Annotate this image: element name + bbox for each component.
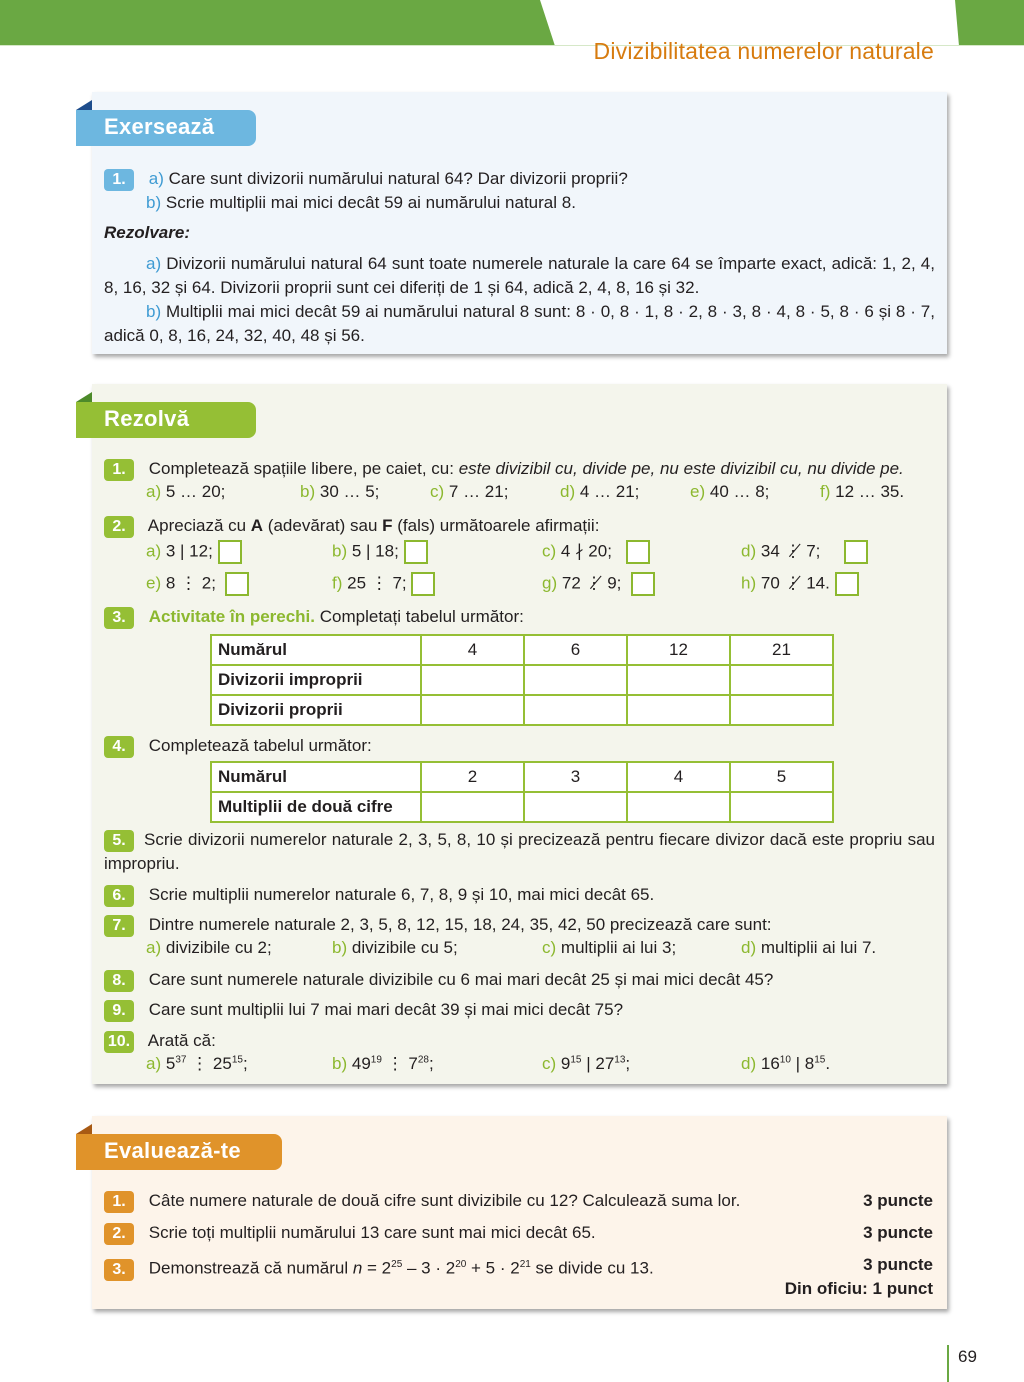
ex2-item-g	[542, 572, 655, 596]
exercise-number: 6.	[104, 885, 134, 907]
item-text: Care sunt multiplii lui 7 mai mari decât 39 și mai mici decât 75?	[148, 1000, 624, 1019]
table-row	[211, 665, 833, 695]
exercise-number: 10.	[104, 1031, 134, 1053]
item-label: a)	[146, 938, 162, 957]
item-label: h)	[741, 573, 757, 593]
points-label: 3 puncte	[863, 1191, 933, 1210]
header-band-left	[0, 0, 555, 46]
item-label: g)	[542, 573, 558, 593]
exercise-number: 4.	[104, 736, 134, 758]
empty-cell[interactable]	[421, 665, 524, 695]
item-text: 70 ⋮̸ 14.	[760, 573, 830, 593]
divisors-table	[210, 634, 834, 726]
item-label: c)	[542, 1054, 557, 1073]
item-text: = 2	[362, 1258, 392, 1278]
exercise-number: 2.	[104, 516, 134, 538]
table-row	[211, 635, 833, 665]
answer-checkbox[interactable]	[411, 572, 435, 596]
item-text: divizibile cu 2;	[165, 938, 272, 957]
evalueaza-section	[92, 1116, 947, 1309]
item-text: 5 … 20;	[165, 482, 226, 501]
exercise-10	[104, 1030, 216, 1053]
empty-cell[interactable]	[524, 695, 627, 725]
multiples-table	[210, 761, 834, 823]
exponent: 37	[175, 1054, 187, 1066]
exponent: 13	[614, 1054, 626, 1066]
table-cell: 12	[627, 635, 730, 665]
item-text: Completează spațiile libere, pe caiet, cu:	[148, 459, 459, 478]
item-text: Completează tabelul următor:	[148, 736, 372, 755]
exercise-9	[104, 999, 623, 1022]
item-text: Scrie toți multiplii numărului 13 care sunt mai mici decât 65.	[148, 1223, 596, 1242]
item-label: c)	[542, 541, 557, 561]
item-label: d)	[741, 541, 757, 561]
item-label: d)	[741, 1054, 757, 1073]
eval-item-3	[104, 1254, 654, 1281]
eval-item-1	[104, 1190, 740, 1213]
exponent: 20	[455, 1259, 467, 1270]
ex1-item-c	[430, 482, 508, 502]
empty-cell[interactable]	[524, 792, 627, 822]
exercise-number: 1.	[104, 1191, 134, 1213]
item-text: 4 … 21;	[579, 482, 640, 501]
item-text: 72 ⋮̸ 9;	[561, 573, 622, 593]
item-text: (fals) următoarele afirmații:	[392, 516, 600, 535]
base: 16	[760, 1054, 780, 1073]
empty-cell[interactable]	[524, 665, 627, 695]
empty-cell[interactable]	[730, 665, 833, 695]
punct: ;	[625, 1054, 631, 1073]
item-label: d)	[741, 938, 757, 957]
exercise-1	[104, 458, 904, 481]
item-label: a)	[146, 1054, 162, 1073]
base: 49	[351, 1054, 371, 1073]
ex10-item-c	[542, 1054, 630, 1074]
item-text: (adevărat) sau	[263, 516, 383, 535]
base: 5	[165, 1054, 176, 1073]
table-cell: 3	[524, 762, 627, 792]
bold-A: A	[250, 516, 264, 535]
item-text: – 3 · 2	[402, 1258, 456, 1278]
ex10-item-b	[332, 1054, 434, 1074]
table-cell: 4	[627, 762, 730, 792]
exercise-1-b	[146, 192, 576, 214]
exponent: 15	[570, 1054, 582, 1066]
exerseaza-tag: Exersează	[76, 110, 256, 146]
empty-cell[interactable]	[730, 695, 833, 725]
exponent: 10	[779, 1054, 791, 1066]
table-row	[211, 792, 833, 822]
item-text: Care sunt divizorii numărului natural 64? Dar divizorii proprii?	[168, 169, 628, 188]
ex2-item-c	[542, 540, 650, 564]
base: 25	[212, 1054, 232, 1073]
item-text: multiplii ai lui 3;	[560, 938, 677, 957]
answer-checkbox[interactable]	[404, 540, 428, 564]
solution-b	[104, 300, 935, 348]
ex1-item-d	[560, 482, 639, 502]
empty-cell[interactable]	[627, 695, 730, 725]
item-text: 3 | 12;	[165, 541, 213, 561]
exerseaza-section	[92, 92, 947, 354]
item-text: 4 ∤ 20;	[560, 541, 612, 561]
item-text: 34 ⋮̸ 7;	[760, 541, 821, 561]
exponent: 15	[814, 1054, 826, 1066]
item-text: 7 … 21;	[448, 482, 509, 501]
item-label: b)	[300, 482, 316, 501]
row-header: Divizorii proprii	[211, 695, 421, 725]
punct: ;	[428, 1054, 434, 1073]
empty-cell[interactable]	[627, 665, 730, 695]
exercise-number: 5.	[104, 830, 134, 852]
empty-cell[interactable]	[421, 792, 524, 822]
points-label: 3 puncte	[863, 1255, 933, 1274]
table-cell: 4	[421, 635, 524, 665]
answer-checkbox[interactable]	[844, 540, 868, 564]
exercise-number: 7.	[104, 915, 134, 937]
item-label: e)	[146, 573, 162, 593]
table-cell: 6	[524, 635, 627, 665]
exercise-6	[104, 884, 654, 907]
exercise-number: 1.	[104, 459, 134, 481]
exercise-8	[104, 969, 773, 992]
answer-checkbox[interactable]	[218, 540, 242, 564]
item-text: 25 ⋮ 7;	[347, 573, 407, 593]
chapter-title: Divizibilitatea numerelor naturale	[593, 38, 934, 64]
page-number-bar	[947, 1345, 949, 1382]
exponent: 21	[519, 1259, 531, 1270]
row-header: Numărul	[211, 762, 421, 792]
item-label: a)	[146, 541, 162, 561]
item-text: Multiplii mai mici decât 59 ai numărului natural 8 sunt: 8 · 0, 8 · 1, 8 · 2, 8 · 3, 8 · 4, 8 · 5, 8 · 6 și 8 · 7, adică 0, 8, 16, 24, 32, 40, 48 și 56.	[104, 302, 935, 345]
item-text: Câte numere naturale de două cifre sunt divizibile cu 12? Calculează suma lor.	[148, 1191, 741, 1210]
bold-F: F	[382, 516, 393, 535]
item-label: b)	[332, 938, 348, 957]
base: 9	[560, 1054, 571, 1073]
ex1-item-a	[146, 482, 225, 502]
ex2-item-d	[741, 540, 868, 564]
item-label: f)	[332, 573, 343, 593]
ex2-item-e	[146, 572, 249, 596]
exercise-3	[104, 606, 524, 629]
ex10-item-d	[741, 1054, 830, 1074]
exercise-7	[104, 914, 772, 937]
empty-cell[interactable]	[421, 695, 524, 725]
answer-checkbox[interactable]	[225, 572, 249, 596]
highlight-text: Activitate în perechi.	[148, 607, 316, 626]
item-text: Scrie multiplii mai mici decât 59 ai numărului natural 8.	[165, 193, 576, 212]
rezolvare-label: Rezolvare:	[104, 223, 190, 242]
item-text: 8 ⋮ 2;	[165, 573, 216, 593]
evalueaza-tag: Evaluează-te	[76, 1134, 282, 1170]
operator: |	[790, 1054, 805, 1073]
exercise-number: 3.	[104, 1259, 134, 1281]
ex7-item-c	[542, 938, 676, 958]
row-header: Numărul	[211, 635, 421, 665]
ex7-item-d	[741, 938, 876, 958]
item-label: c)	[430, 482, 445, 501]
operator: |	[581, 1054, 596, 1073]
item-text: 12 … 35.	[835, 482, 905, 501]
item-label: e)	[690, 482, 706, 501]
ex2-item-h	[741, 572, 859, 596]
answer-checkbox[interactable]	[835, 572, 859, 596]
punct: ;	[242, 1054, 248, 1073]
ex7-item-b	[332, 938, 458, 958]
base: 27	[595, 1054, 615, 1073]
item-text: Completați tabelul următor:	[315, 607, 524, 626]
item-text: divizibile cu 5;	[351, 938, 458, 957]
item-label: b)	[332, 1054, 348, 1073]
item-text: 30 … 5;	[319, 482, 380, 501]
solution-a	[104, 252, 935, 300]
row-header: Multiplii de două cifre	[211, 792, 421, 822]
exercise-number: 9.	[104, 1000, 134, 1022]
exercise-2	[104, 515, 599, 538]
item-text: Demonstrează că numărul	[148, 1258, 353, 1278]
item-label: a)	[148, 169, 164, 188]
operator: ⋮	[186, 1054, 213, 1073]
item-text: Scrie multiplii numerelor naturale 6, 7, 8, 9 și 10, mai mici decât 65.	[148, 885, 655, 904]
ex1-item-f	[820, 482, 904, 502]
item-label: c)	[542, 938, 557, 957]
exercise-number: 3.	[104, 607, 134, 629]
item-label: d)	[560, 482, 576, 501]
exponent: 28	[417, 1054, 429, 1066]
exponent: 15	[231, 1054, 243, 1066]
ex2-item-b	[332, 540, 428, 564]
operator: ⋮	[381, 1054, 409, 1073]
item-label: a)	[146, 482, 162, 501]
page-number: 69	[958, 1347, 977, 1366]
item-text: Dintre numerele naturale 2, 3, 5, 8, 12, 15, 18, 24, 35, 42, 50 precizează care sunt:	[148, 915, 772, 934]
base: 7	[408, 1054, 418, 1073]
ex7-item-a	[146, 938, 272, 958]
item-text: + 5 · 2	[466, 1258, 520, 1278]
ex2-item-a	[146, 540, 242, 564]
row-header: Divizorii improprii	[211, 665, 421, 695]
item-text: Apreciază cu	[147, 516, 251, 535]
empty-cell[interactable]	[730, 792, 833, 822]
exercise-4	[104, 735, 372, 758]
exercise-5	[104, 828, 935, 876]
eval-item-2	[104, 1222, 596, 1245]
empty-cell[interactable]	[627, 792, 730, 822]
item-text: se divide cu 13.	[530, 1258, 654, 1278]
table-cell: 21	[730, 635, 833, 665]
item-text: Arată că:	[147, 1031, 216, 1050]
din-oficiu-label: Din oficiu: 1 punct	[784, 1279, 933, 1298]
item-label: b)	[146, 302, 162, 321]
item-label: a)	[146, 254, 162, 273]
variable-n: n	[352, 1258, 363, 1278]
table-cell: 2	[421, 762, 524, 792]
table-row	[211, 695, 833, 725]
ex1-item-e	[690, 482, 769, 502]
item-text: Scrie divizorii numerelor naturale 2, 3, 5, 8, 10 și precizează pentru fiecare divizor dacă este propriu sau impropriu.	[104, 830, 935, 873]
header-band-right	[955, 0, 1024, 46]
exercise-number: 8.	[104, 970, 134, 992]
ex2-item-f	[332, 572, 435, 596]
ex1-item-b	[300, 482, 379, 502]
punct: .	[825, 1054, 831, 1073]
table-row	[211, 762, 833, 792]
table-cell: 5	[730, 762, 833, 792]
item-text-italic: este divizibil cu, divide pe, nu este divizibil cu, nu divide pe.	[458, 459, 904, 478]
item-label: b)	[332, 541, 348, 561]
exercise-number: 1.	[104, 169, 134, 191]
item-text: multiplii ai lui 7.	[760, 938, 877, 957]
exponent: 19	[370, 1054, 382, 1066]
answer-checkbox[interactable]	[626, 540, 650, 564]
base: 8	[804, 1054, 815, 1073]
exercise-number: 2.	[104, 1223, 134, 1245]
item-label: f)	[820, 482, 831, 501]
points-label: 3 puncte	[863, 1223, 933, 1242]
item-label: b)	[146, 193, 162, 212]
item-text: 40 … 8;	[709, 482, 770, 501]
rezolva-section	[92, 384, 947, 1084]
item-text: Care sunt numerele naturale divizibile cu 6 mai mari decât 25 și mai mici decât 45?	[148, 970, 774, 989]
answer-checkbox[interactable]	[631, 572, 655, 596]
item-text: Divizorii numărului natural 64 sunt toate numerele naturale la care 64 se împarte exact, adică: 1, 2, 4, 8, 16, 32 și 64. Divizorii proprii sunt cei diferiți de 1 și 64, adică 2, 4, 8, 16 și 32.	[104, 254, 935, 297]
exercise-1	[104, 168, 628, 191]
exponent: 25	[391, 1259, 403, 1270]
ex10-item-a	[146, 1054, 248, 1074]
item-text: 5 | 18;	[351, 541, 399, 561]
rezolva-tag: Rezolvă	[76, 402, 256, 438]
